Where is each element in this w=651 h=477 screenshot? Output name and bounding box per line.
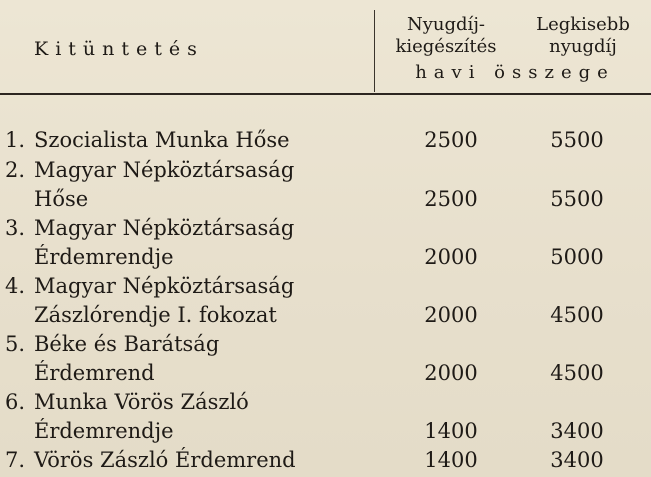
row-number: 1.	[5, 128, 26, 152]
row-supplement: 2000	[424, 361, 478, 385]
row-supplement: 1400	[424, 419, 478, 443]
column-header-minimum-line2: nyugdíj	[549, 36, 617, 57]
row-supplement: 2000	[424, 245, 478, 269]
row-number: 7.	[5, 448, 26, 472]
column-header-supplement	[380, 14, 512, 58]
column-header-title: Kitüntetés	[34, 38, 204, 60]
column-header-minimum-line1: Legkisebb	[536, 14, 630, 35]
row-label-line1: Magyar Népköztársaság	[34, 216, 295, 240]
header-rule	[0, 93, 651, 95]
row-label-line2: Érdemrendje	[34, 245, 174, 269]
column-header-minimum	[516, 14, 650, 58]
row-minimum: 5500	[550, 187, 604, 211]
row-minimum: 5000	[550, 245, 604, 269]
row-label-line1: Munka Vörös Zászló	[34, 390, 249, 414]
row-label-line1: Szocialista Munka Hőse	[34, 128, 290, 152]
row-label-line1: Magyar Népköztársaság	[34, 158, 295, 182]
column-header-monthly-amount: havi összege	[415, 62, 615, 83]
row-label-line2: Érdemrendje	[34, 419, 174, 443]
row-label-line2: Érdemrend	[34, 361, 155, 385]
row-minimum: 4500	[550, 361, 604, 385]
row-label-line1: Vörös Zászló Érdemrend	[34, 448, 296, 472]
row-number: 3.	[5, 216, 26, 240]
row-supplement: 2500	[424, 128, 478, 152]
row-supplement: 2500	[424, 187, 478, 211]
row-minimum: 3400	[550, 448, 604, 472]
row-label-line2: Zászlórendje I. fokozat	[34, 303, 277, 327]
row-minimum: 5500	[550, 128, 604, 152]
row-label-line1: Magyar Népköztársaság	[34, 274, 295, 298]
row-number: 2.	[5, 158, 26, 182]
row-minimum: 3400	[550, 419, 604, 443]
row-number: 4.	[5, 274, 26, 298]
row-label-line1: Béke és Barátság	[34, 332, 220, 356]
row-supplement: 1400	[424, 448, 478, 472]
row-supplement: 2000	[424, 303, 478, 327]
column-header-supplement-line1: Nyugdíj-	[407, 14, 485, 35]
row-label-line2: Hőse	[34, 187, 89, 211]
row-minimum: 4500	[550, 303, 604, 327]
header-vertical-divider	[374, 10, 375, 92]
row-number: 5.	[5, 332, 26, 356]
row-number: 6.	[5, 390, 26, 414]
column-header-supplement-line2: kiegészítés	[395, 36, 497, 57]
